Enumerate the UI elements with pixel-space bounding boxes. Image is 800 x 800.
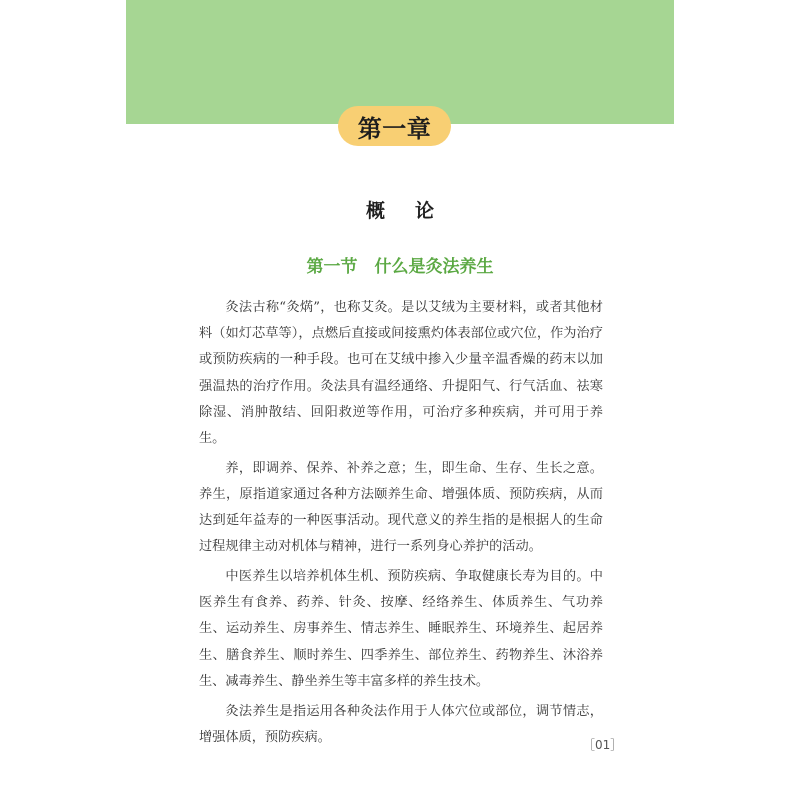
paragraph: 中医养生以培养机体生机、预防疾病、争取健康长寿为目的。中医养生有食养、药养、针灸、按摩、经络养生、体质养生、气功养生、运动养生、房事养生、情志养生、睡眠养生、环境养生、起居养生、膳食养生、顺时养生、四季养生、部位养生、药物养生、沐浴养生、减毒养生、静坐养生等丰富多样的养生技术。 bbox=[199, 569, 603, 689]
paragraph: 灸法古称“灸焫”，也称艾灸。是以艾绒为主要材料，或者其他材料（如灯芯草等），点燃后直接或间接熏灼体表部位或穴位，作为治疗或预防疾病的一种手段。也可在艾绒中掺入少量辛温香燥的药末以加强温热的治疗作用。灸法具有温经通络、升提阳气、行气活血、祛寒除湿、消肿散结、回阳救逆等作用，可治疗多种疾病，并可用于养生。 bbox=[199, 300, 603, 447]
body-text bbox=[199, 295, 603, 754]
paragraph: 养，即调养、保养、补养之意；生，即生命、生存、生长之意。养生，原指道家通过各种方法颐养生命、增强体质、预防疾病，从而达到延年益寿的一种医事活动。现代意义的养生指的是根据人的生命过程规律主动对机体与精神，进行一系列身心养护的活动。 bbox=[199, 460, 603, 555]
section-title: 第一节 什么是灸法养生 bbox=[306, 257, 494, 277]
part-title: 概论 bbox=[365, 200, 464, 222]
chapter-label: 第一章 bbox=[338, 106, 451, 146]
paragraph: 灸法养生是指运用各种灸法作用于人体穴位或部位，调节情志，增强体质，预防疾病。 bbox=[199, 703, 603, 745]
page-number: ［01］ bbox=[583, 738, 623, 752]
